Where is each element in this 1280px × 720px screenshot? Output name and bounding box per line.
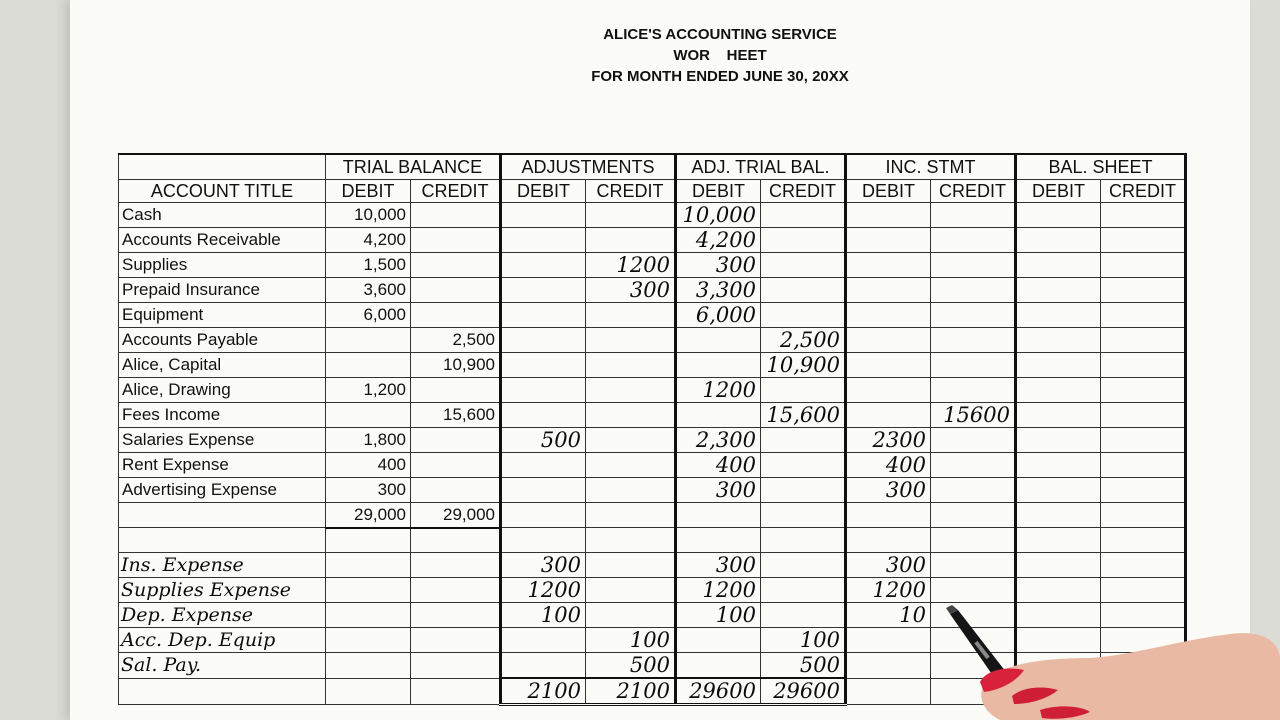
bs-credit-cell: [1101, 228, 1186, 253]
atb-credit-cell: [761, 578, 846, 603]
adj-credit-cell: 300: [586, 278, 676, 303]
adj-credit-cell: [586, 428, 676, 453]
adj-credit-cell: [586, 403, 676, 428]
bs-credit-cell: [1101, 203, 1186, 228]
account-row: [119, 353, 1186, 378]
blank-cell: [501, 528, 586, 553]
blank-bs-dr-cell: [1016, 503, 1101, 528]
is-debit-cell: [846, 278, 931, 303]
bs-debit-cell: [1016, 453, 1101, 478]
adj-debit-cell: [501, 453, 586, 478]
added-account-row: [119, 553, 1186, 578]
blank-atb-cr-cell: [761, 503, 846, 528]
atb-credit-cell: [761, 453, 846, 478]
bs-debit-cell: [1016, 378, 1101, 403]
added-account-title: Ins. Expense: [119, 553, 326, 578]
account-title: Accounts Payable: [119, 328, 326, 353]
bs-credit-cell: [1101, 478, 1186, 503]
bs-debit-cell: [1016, 353, 1101, 378]
tb-credit-cell: [411, 253, 501, 278]
blank-is-dr-cell: [846, 503, 931, 528]
account-title: Salaries Expense: [119, 428, 326, 453]
tb-credit-header: CREDIT: [411, 180, 501, 203]
is-credit-cell: [931, 253, 1016, 278]
atb-debit-cell: 4,200: [676, 228, 761, 253]
bs-credit-cell: [1101, 578, 1186, 603]
bs-debit-cell: [1016, 278, 1101, 303]
atb-credit-cell: [761, 603, 846, 628]
atb-credit-cell: 100: [761, 628, 846, 653]
atb-debit-cell: [676, 653, 761, 679]
atb-credit-cell: 10,900: [761, 353, 846, 378]
bs-credit-cell: [1101, 378, 1186, 403]
atb-debit-cell: 6,000: [676, 303, 761, 328]
tb-credit-cell: 15,600: [411, 403, 501, 428]
blank-cell: [119, 503, 326, 528]
atb-debit-cell: 1200: [676, 378, 761, 403]
account-title: Rent Expense: [119, 453, 326, 478]
worksheet-heading: [500, 24, 940, 87]
account-title: Equipment: [119, 303, 326, 328]
account-title: Supplies: [119, 253, 326, 278]
blank-cell: [1101, 528, 1186, 553]
tb-debit-cell: [326, 603, 411, 628]
blank-cell: [411, 528, 501, 553]
spacer-row: [119, 528, 1186, 553]
blank-cell: [761, 528, 846, 553]
adj-debit-cell: [501, 203, 586, 228]
account-row: [119, 453, 1186, 478]
adj-debit-cell: [501, 353, 586, 378]
is-debit-cell: [846, 403, 931, 428]
account-title: Fees Income: [119, 403, 326, 428]
account-title-header: ACCOUNT TITLE: [119, 180, 326, 203]
account-title: Accounts Receivable: [119, 228, 326, 253]
tb-debit-cell: [326, 578, 411, 603]
bs-debit-cell: [1016, 553, 1101, 578]
adj-debit-cell: 300: [501, 553, 586, 578]
bs-credit-cell: [1101, 428, 1186, 453]
is-credit-cell: [931, 453, 1016, 478]
tb-credit-cell: [411, 553, 501, 578]
group-adjustments: ADJUSTMENTS: [501, 154, 676, 180]
is-debit-cell: [846, 328, 931, 353]
is-credit-cell: [931, 303, 1016, 328]
bs-debit-cell: [1016, 228, 1101, 253]
adj-debit-cell: [501, 303, 586, 328]
group-bal-sheet: BAL. SHEET: [1016, 154, 1186, 180]
is-credit-cell: [931, 428, 1016, 453]
adj-credit-cell: [586, 353, 676, 378]
account-row: [119, 403, 1186, 428]
adj-credit-cell: [586, 578, 676, 603]
atb-debit-cell: 100: [676, 603, 761, 628]
is-debit-cell: [846, 378, 931, 403]
blank-cell: [586, 528, 676, 553]
adj-credit-total: 2100: [586, 678, 676, 705]
blank-header-cell: [119, 154, 326, 180]
is-debit-cell: [846, 303, 931, 328]
tb-credit-cell: 2,500: [411, 328, 501, 353]
bs-credit-cell: [1101, 353, 1186, 378]
account-title: Alice, Drawing: [119, 378, 326, 403]
atb-debit-cell: [676, 328, 761, 353]
blank-adj-cr-cell: [586, 503, 676, 528]
tb-credit-cell: [411, 228, 501, 253]
bs-credit-cell: [1101, 403, 1186, 428]
adj-debit-cell: [501, 228, 586, 253]
tb-debit-total: 29,000: [326, 503, 411, 528]
tb-debit-cell: 10,000: [326, 203, 411, 228]
is-credit-cell: [931, 278, 1016, 303]
adj-debit-cell: 100: [501, 603, 586, 628]
atb-credit-header: CREDIT: [761, 180, 846, 203]
period-line: FOR MONTH ENDED JUNE 30, 20XX: [591, 68, 849, 85]
adj-credit-cell: [586, 453, 676, 478]
account-title: Prepaid Insurance: [119, 278, 326, 303]
tb-credit-cell: [411, 578, 501, 603]
is-credit-cell: [931, 328, 1016, 353]
tb-debit-cell: 3,600: [326, 278, 411, 303]
tb-debit-cell: [326, 628, 411, 653]
tb-credit-cell: [411, 628, 501, 653]
account-row: [119, 253, 1186, 278]
tb-credit-cell: [411, 378, 501, 403]
bs-credit-cell: [1101, 553, 1186, 578]
tb-credit-cell: [411, 478, 501, 503]
group-adj-trial-bal: ADJ. TRIAL BAL.: [676, 154, 846, 180]
tb-debit-cell: 6,000: [326, 303, 411, 328]
adj-credit-header: CREDIT: [586, 180, 676, 203]
adj-debit-cell: [501, 628, 586, 653]
account-row: [119, 203, 1186, 228]
tb-debit-cell: 1,200: [326, 378, 411, 403]
atb-credit-cell: [761, 378, 846, 403]
blank-atb-dr-cell: [676, 503, 761, 528]
atb-debit-cell: 300: [676, 553, 761, 578]
adj-credit-cell: 1200: [586, 253, 676, 278]
tb-debit-cell: [326, 328, 411, 353]
atb-credit-cell: [761, 278, 846, 303]
atb-credit-cell: 15,600: [761, 403, 846, 428]
is-credit-cell: 15600: [931, 403, 1016, 428]
account-title: Cash: [119, 203, 326, 228]
added-account-title: Sal. Pay.: [119, 653, 326, 679]
blank-cell: [1016, 528, 1101, 553]
hand-with-pen-image: [940, 600, 1280, 720]
adj-debit-cell: 1200: [501, 578, 586, 603]
account-row: [119, 378, 1186, 403]
tb-credit-total: 29,000: [411, 503, 501, 528]
atb-debit-cell: 1200: [676, 578, 761, 603]
adj-debit-cell: [501, 478, 586, 503]
tb-credit-cell: [411, 428, 501, 453]
atb-debit-cell: 300: [676, 478, 761, 503]
atb-credit-cell: 2,500: [761, 328, 846, 353]
is-credit-cell: [931, 353, 1016, 378]
atb-credit-cell: [761, 478, 846, 503]
pen-icon: [946, 605, 1006, 680]
tb-debit-cell: 4,200: [326, 228, 411, 253]
adj-debit-header: DEBIT: [501, 180, 586, 203]
is-debit-cell: [846, 628, 931, 653]
group-trial-balance: TRIAL BALANCE: [326, 154, 501, 180]
adj-debit-cell: [501, 328, 586, 353]
atb-debit-header: DEBIT: [676, 180, 761, 203]
adj-credit-cell: [586, 478, 676, 503]
bs-credit-cell: [1101, 253, 1186, 278]
blank-cell: [119, 678, 326, 705]
is-credit-cell: [931, 478, 1016, 503]
adj-debit-cell: [501, 378, 586, 403]
blank-adj-dr-cell: [501, 503, 586, 528]
atb-credit-cell: 500: [761, 653, 846, 679]
atb-debit-cell: 10,000: [676, 203, 761, 228]
account-row: [119, 328, 1186, 353]
tb-debit-cell: 1,800: [326, 428, 411, 453]
atb-credit-cell: [761, 228, 846, 253]
blank-cell: [411, 678, 501, 705]
is-debit-cell: [846, 653, 931, 679]
is-debit-cell: [846, 353, 931, 378]
bs-debit-cell: [1016, 403, 1101, 428]
hand-icon: [980, 633, 1280, 720]
adj-credit-cell: [586, 303, 676, 328]
tb-totals-row: [119, 503, 1186, 528]
added-account-title: Acc. Dep. Equip: [119, 628, 326, 653]
blank-cell: [846, 528, 931, 553]
tb-debit-cell: [326, 403, 411, 428]
account-row: [119, 278, 1186, 303]
is-debit-cell: 10: [846, 603, 931, 628]
adj-credit-cell: [586, 553, 676, 578]
bs-credit-cell: [1101, 278, 1186, 303]
tb-debit-cell: [326, 353, 411, 378]
atb-credit-cell: [761, 428, 846, 453]
adj-debit-cell: [501, 253, 586, 278]
bs-debit-cell: [1016, 253, 1101, 278]
adj-debit-cell: 500: [501, 428, 586, 453]
is-debit-cell: 400: [846, 453, 931, 478]
blank-cell: [676, 528, 761, 553]
atb-credit-cell: [761, 253, 846, 278]
bs-credit-cell: [1101, 303, 1186, 328]
bs-debit-cell: [1016, 303, 1101, 328]
atb-debit-cell: 3,300: [676, 278, 761, 303]
added-account-row: [119, 578, 1186, 603]
tb-credit-cell: [411, 203, 501, 228]
adj-credit-cell: [586, 603, 676, 628]
blank-cell: [119, 528, 326, 553]
atb-debit-cell: [676, 628, 761, 653]
atb-credit-total: 29600: [761, 678, 846, 705]
account-row: [119, 428, 1186, 453]
tb-credit-cell: 10,900: [411, 353, 501, 378]
atb-debit-cell: [676, 353, 761, 378]
is-debit-cell: 2300: [846, 428, 931, 453]
is-credit-cell: [931, 228, 1016, 253]
adj-credit-cell: 500: [586, 653, 676, 679]
is-debit-cell: [846, 253, 931, 278]
blank-cell: [326, 528, 411, 553]
column-header-row: [119, 180, 1186, 203]
blank-is-cr-cell: [931, 503, 1016, 528]
is-credit-cell: [931, 378, 1016, 403]
is-credit-cell: [931, 553, 1016, 578]
atb-debit-cell: 300: [676, 253, 761, 278]
is-debit-cell: [846, 203, 931, 228]
atb-debit-cell: 2,300: [676, 428, 761, 453]
is-credit-header: CREDIT: [931, 180, 1016, 203]
tb-debit-header: DEBIT: [326, 180, 411, 203]
group-inc-stmt: INC. STMT: [846, 154, 1016, 180]
tb-debit-cell: [326, 653, 411, 679]
is-debit-header: DEBIT: [846, 180, 931, 203]
bs-debit-cell: [1016, 203, 1101, 228]
blank-cell: [846, 678, 931, 705]
adj-credit-cell: [586, 228, 676, 253]
account-title: Advertising Expense: [119, 478, 326, 503]
atb-debit-cell: 400: [676, 453, 761, 478]
account-row: [119, 228, 1186, 253]
blank-cell: [931, 528, 1016, 553]
adj-debit-cell: [501, 278, 586, 303]
adj-debit-total: 2100: [501, 678, 586, 705]
is-debit-cell: [846, 228, 931, 253]
bs-debit-cell: [1016, 578, 1101, 603]
is-credit-cell: [931, 203, 1016, 228]
tb-debit-cell: [326, 553, 411, 578]
is-debit-cell: 300: [846, 553, 931, 578]
adj-debit-cell: [501, 653, 586, 679]
is-debit-cell: 1200: [846, 578, 931, 603]
tb-debit-cell: 400: [326, 453, 411, 478]
account-title: Alice, Capital: [119, 353, 326, 378]
bs-debit-cell: [1016, 328, 1101, 353]
tb-debit-cell: 1,500: [326, 253, 411, 278]
is-debit-cell: 300: [846, 478, 931, 503]
tb-credit-cell: [411, 603, 501, 628]
tb-credit-cell: [411, 453, 501, 478]
tb-credit-cell: [411, 303, 501, 328]
tb-debit-cell: 300: [326, 478, 411, 503]
adj-debit-cell: [501, 403, 586, 428]
atb-credit-cell: [761, 303, 846, 328]
adj-credit-cell: [586, 328, 676, 353]
bs-debit-cell: [1016, 478, 1101, 503]
added-account-title: Dep. Expense: [119, 603, 326, 628]
bs-debit-cell: [1016, 428, 1101, 453]
adj-credit-cell: [586, 378, 676, 403]
blank-cell: [326, 678, 411, 705]
added-account-title: Supplies Expense: [119, 578, 326, 603]
bs-credit-cell: [1101, 453, 1186, 478]
blank-bs-cr-cell: [1101, 503, 1186, 528]
document-title: WOR HEET: [673, 47, 767, 64]
tb-credit-cell: [411, 278, 501, 303]
atb-credit-cell: [761, 203, 846, 228]
atb-debit-total: 29600: [676, 678, 761, 705]
bs-credit-cell: [1101, 328, 1186, 353]
bs-credit-header: CREDIT: [1101, 180, 1186, 203]
account-row: [119, 478, 1186, 503]
is-credit-cell: [931, 578, 1016, 603]
group-header-row: [119, 154, 1186, 180]
account-row: [119, 303, 1186, 328]
adj-credit-cell: 100: [586, 628, 676, 653]
atb-credit-cell: [761, 553, 846, 578]
tb-credit-cell: [411, 653, 501, 679]
atb-debit-cell: [676, 403, 761, 428]
bs-debit-header: DEBIT: [1016, 180, 1101, 203]
company-name: ALICE'S ACCOUNTING SERVICE: [603, 26, 837, 43]
adj-credit-cell: [586, 203, 676, 228]
